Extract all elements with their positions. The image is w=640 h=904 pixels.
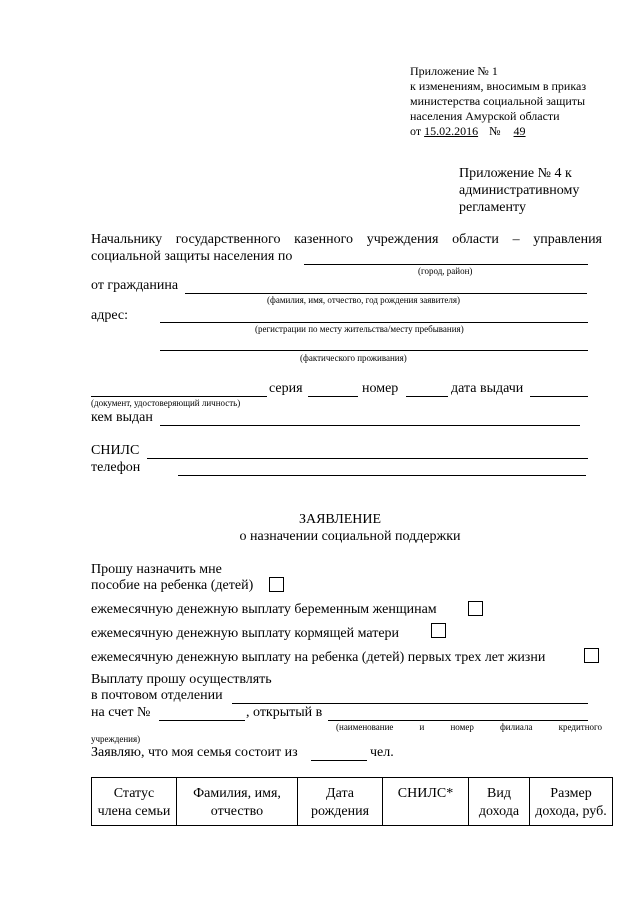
option-pregnant-checkbox[interactable] [468,601,483,616]
city-field[interactable] [304,264,588,265]
appendix1-line2: к изменениям, вносимым в приказ [410,79,587,93]
option-under-three-checkbox[interactable] [584,648,599,663]
series-label: серия [269,381,303,396]
hint-registration: (регистрации по месту жительства/месту пребывания) [255,324,464,334]
opened-in-label: , открытый в [246,705,323,720]
appendix1-line4: населения Амурской области [410,109,560,123]
appendix1-no-label: № [489,124,501,138]
header-status: Статус члена семьи [92,778,177,826]
option-child-benefit: пособие на ребенка (детей) [91,578,254,593]
bank-field[interactable] [328,720,588,721]
issue-date-field[interactable] [530,396,588,397]
family-income-table [91,777,613,826]
appendix4-line3: регламенту [459,200,526,215]
addressee-line2: социальной защиты населения по [91,249,293,264]
appendix1-date-line [410,124,536,139]
number-label: номер [362,381,399,396]
appendix1-line1: Приложение № 1 [410,64,498,78]
appendix4-line1: Приложение № 4 к [459,166,572,181]
issued-by-label: кем выдан [91,410,153,425]
account-label: на счет № [91,705,151,720]
addressee-line1: Начальнику государственного казенного учреждения области – управления [91,232,602,247]
account-number-field[interactable] [159,720,245,721]
snils-label: СНИЛС [91,443,140,458]
post-office-label: в почтовом отделении [91,688,223,703]
hint-bank-2: учреждения) [91,734,141,744]
option-child-benefit-checkbox[interactable] [269,577,284,592]
phone-field[interactable] [178,475,586,476]
citizen-name-field[interactable] [185,293,587,294]
appendix1-from-label: от [410,124,422,138]
series-field[interactable] [308,396,358,397]
document-title: ЗАЯВЛЕНИЕ [298,512,382,527]
request-intro: Прошу назначить мне [91,562,222,577]
post-office-field[interactable] [232,703,588,704]
payment-intro: Выплату прошу осуществлять [91,672,272,687]
table-header-row [92,778,613,826]
address-label: адрес: [91,308,129,323]
from-citizen-label: от гражданина [91,278,179,293]
option-under-three: ежемесячную денежную выплату на ребенка (детей) первых трех лет жизни [91,650,546,665]
appendix1-line3: министерства социальной защиты [410,94,586,108]
option-nursing: ежемесячную денежную выплату кормящей матери [91,626,400,641]
header-fio: Фамилия, имя, отчество [177,778,298,826]
header-income-type: Вид дохода [469,778,530,826]
family-prefix: Заявляю, что моя семья состоит из [91,745,298,760]
document-field[interactable] [91,396,267,397]
registration-address-field[interactable] [160,322,588,323]
option-pregnant: ежемесячную денежную выплату беременным женщинам [91,602,437,617]
appendix4-line2: административному [459,183,580,198]
hint-document: (документ, удостоверяющий личность) [91,398,241,408]
actual-address-field[interactable] [160,350,588,351]
family-count-field[interactable] [311,760,367,761]
family-suffix: чел. [370,745,394,760]
document-subtitle: о назначении социальной поддержки [239,529,461,544]
phone-label: телефон [91,460,141,475]
hint-actual: (фактического проживания) [300,353,407,363]
option-nursing-checkbox[interactable] [431,623,446,638]
hint-fio: (фамилия, имя, отчество, год рождения заявителя) [267,295,461,305]
number-field[interactable] [406,396,448,397]
header-birthdate: Дата рождения [298,778,383,826]
snils-field[interactable] [147,458,588,459]
issued-by-field[interactable] [160,425,580,426]
header-snils: СНИЛС* [383,778,469,826]
appendix1-date: 15.02.2016 [424,124,479,138]
issue-date-label: дата выдачи [451,381,524,396]
hint-bank-1: (наименование и номер филиала кредитного [336,722,602,732]
header-income-amount: Размер дохода, руб. [530,778,613,826]
appendix1-number: 49 [513,124,526,138]
hint-city: (город, район) [418,266,473,276]
